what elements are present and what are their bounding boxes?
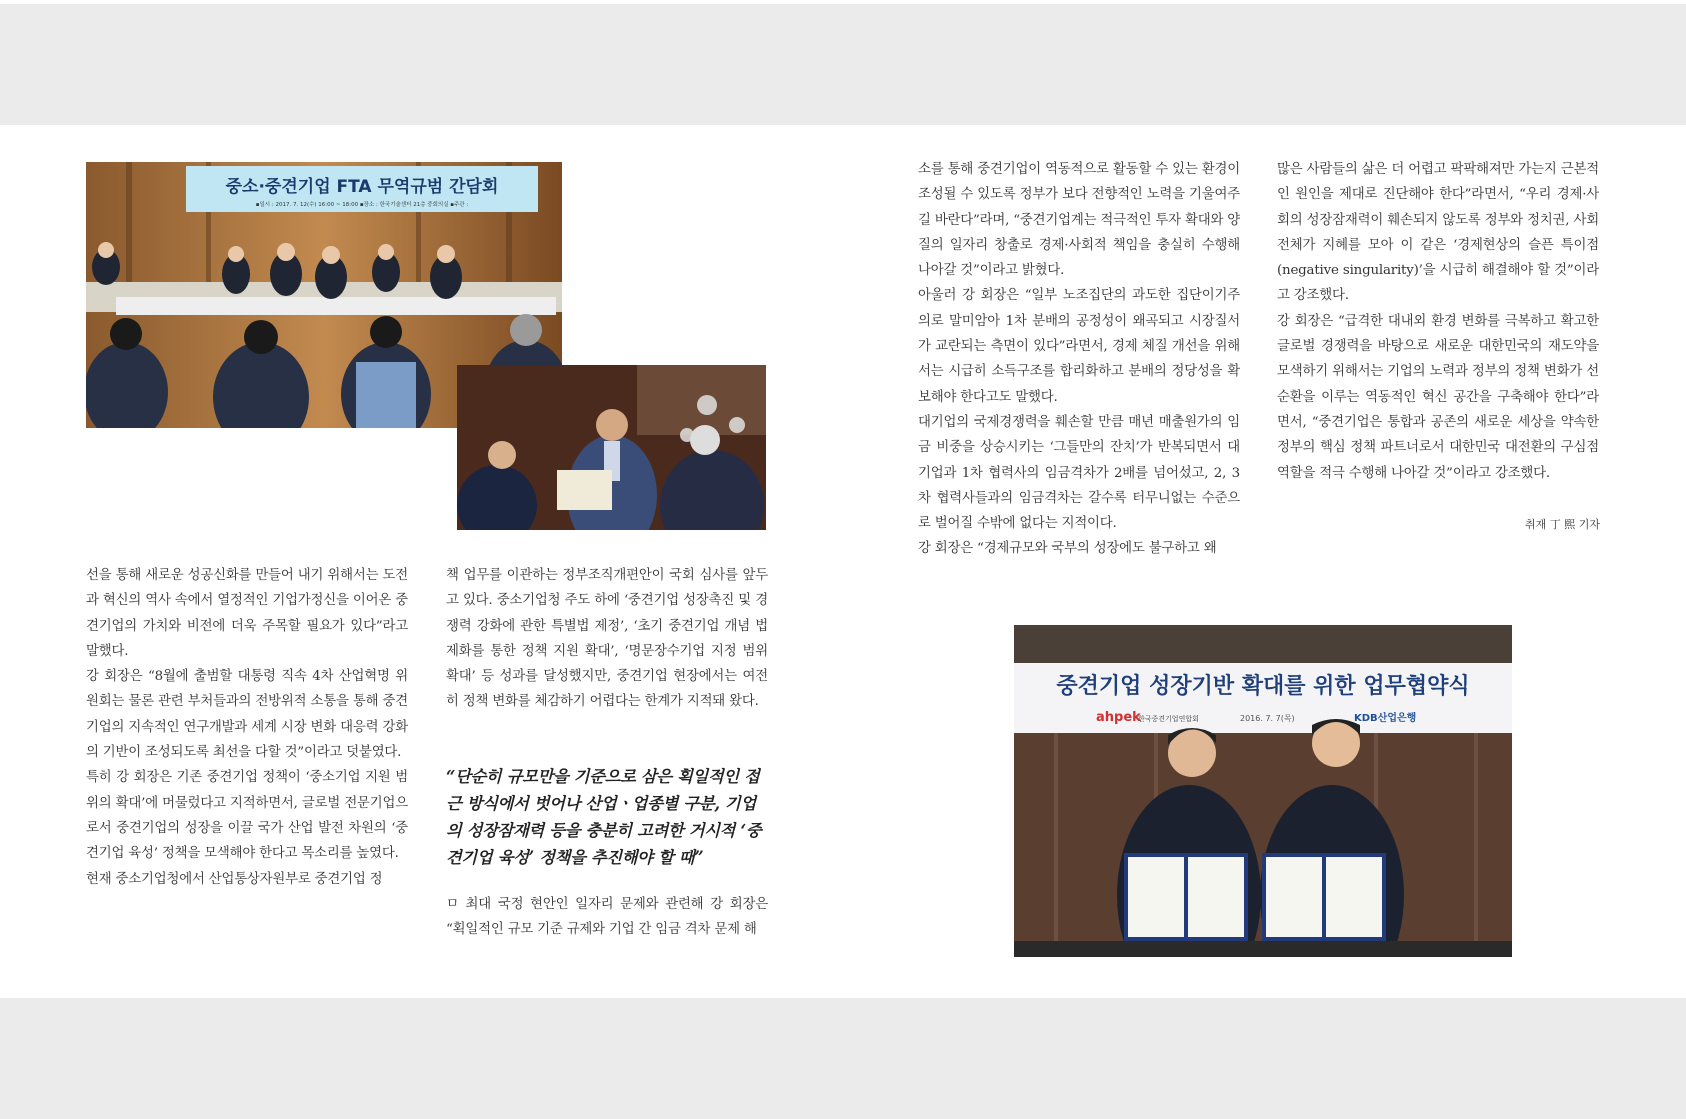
article-column-1 <box>86 563 408 892</box>
paragraph: 책 업무를 이관하는 정부조직개편안이 국회 심사를 앞두고 있다. 중소기업청 주도 하에 ‘중견기업 성장촉진 및 경쟁력 강화에 관한 특별법 제정’, ‘초기 중견기업 개념 법제화를 통한 정책 지원 확대’, ‘명문장수기업 지정 범위 확대’ 등 성과를 달성했지만, 중견기업 현장에서는 여전히 정책 변화를 체감하기 어렵다는 한계가 지적돼 왔다. <box>446 568 768 710</box>
paragraph: 많은 사람들의 삶은 더 어렵고 팍팍해져만 가는지 근본적인 원인을 제대로 진단해야 한다”라면서, “우리 경제·사회의 성장잠재력이 훼손되지 않도록 정부와 정치권, 사회 전체가 지혜를 모아 이 같은 ‘경제현상의 슬픈 특이점(negative singularity)’을 시급히 해결해야 할 것”이라고 강조했다. <box>1277 162 1599 304</box>
mou-signing-photo <box>1014 625 1512 957</box>
paragraph: 소를 통해 중견기업이 역동적으로 활동할 수 있는 환경이 조성될 수 있도록 정부가 보다 전향적인 노력을 기울여주길 바란다”라며, “중견기업계는 적극적인 투자 확대와 양질의 일자리 창출로 경제·사회적 책임을 충실히 수행해 나아갈 것”이라고 밝혔다. <box>918 162 1240 279</box>
article-column-2-continued <box>446 892 768 943</box>
bottom-gray-band <box>0 998 1686 1119</box>
paragraph: 아울러 강 회장은 “일부 노조집단의 과도한 집단이기주의로 말미암아 1차 분배의 공정성이 왜곡되고 시장질서가 교란되는 측면이 있다”라면서, 경제 체질 개선을 위해서는 시급히 소득구조를 합리화하고 분배의 정당성을 확보해야 한다고도 말했다. <box>918 288 1240 405</box>
top-gray-band <box>0 4 1686 125</box>
paragraph: 특히 강 회장은 기존 중견기업 정책이 ‘중소기업 지원 범위의 확대’에 머물렀다고 지적하면서, 글로벌 전문기업으로서 중견기업의 성장을 이끌 국가 산업 발전 차원의 ‘중견기업 육성’ 정책을 모색해야 한다고 목소리를 높였다. <box>86 770 408 862</box>
article-column-2 <box>446 563 768 715</box>
mou-date: 2016. 7. 7(목) <box>1240 714 1295 723</box>
paragraph: 대기업의 국제경쟁력을 훼손할 만큼 매년 매출원가의 임금 비중을 상승시키는 ‘그들만의 잔치’가 반복되면서 대기업과 1차 협력사의 임금격차가 2배를 넘어섰고, 2, 3차 협력사들과의 임금격차는 갈수록 터무니없는 수준으로 벌어질 수밖에 없다는 지적이다. <box>918 414 1240 532</box>
paragraph: 강 회장은 “급격한 대내외 환경 변화를 극복하고 확고한 글로벌 경쟁력을 바탕으로 새로운 대한민국의 재도약을 모색하기 위해서는 기업의 노력과 정부의 정책 변화가 선순환을 이루는 역동적인 혁신 공간을 구축해야 한다”라면서, “중견기업은 통합과 공존의 새로운 세상을 약속한 정부의 핵심 정책 파트너로서 대한민국 대전환의 구심점 역할을 적극 수행해 나아갈 것”이라고 강조했다. <box>1277 313 1599 481</box>
article-column-4 <box>1277 157 1599 486</box>
paragraph: 강 회장은 “8월에 출범할 대통령 직속 4차 산업혁명 위원회는 물론 관련 부처들과의 전방위적 소통을 통해 중견기업의 지속적인 연구개발과 세계 시장 변화 대응력 강화의 기반이 조성되도록 최선을 다할 것”이라고 덧붙였다. <box>86 669 408 761</box>
ahpek-logo: ahpek <box>1096 710 1141 725</box>
paragraph: 강 회장은 “경제규모와 국부의 성장에도 불구하고 왜 <box>918 541 1217 557</box>
reporter-byline: 취재 丁 熙 기자 <box>1525 518 1600 531</box>
paragraph: 현재 중소기업청에서 산업통상자원부로 중견기업 정 <box>86 871 383 887</box>
ahpek-logo-sub: 한국중견기업연합회 <box>1138 715 1199 723</box>
article-column-3 <box>918 157 1240 562</box>
pull-quote: “단순히 규모만을 기준으로 삼은 획일적인 접근 방식에서 벗어나 산업ㆍ업종별 구분, 기업의 성장잠재력 등을 충분히 고려한 거시적 ‘중견기업 육성’ 정책을 추진해야 할 때” <box>446 767 762 867</box>
mou-banner-title: 중견기업 성장기반 확대를 위한 업무협약식 <box>1056 674 1470 699</box>
paragraph: 선을 통해 새로운 성공신화를 만들어 내기 위해서는 도전과 혁신의 역사 속에서 열정적인 기업가정신을 이어온 중견기업의 가치와 비전에 더욱 주목할 필요가 있다”라고 말했다. <box>86 568 408 659</box>
fta-banner-title: 중소·중견기업 FTA 무역규범 간담회 <box>225 177 499 197</box>
paragraph: ㅁ 최대 국정 현안인 일자리 문제와 관련해 강 회장은 “획일적인 규모 기준 규제와 기업 간 임금 격차 문제 해 <box>446 897 768 938</box>
fta-banner-info: ▪일시 : 2017. 7. 12(수) 16:00 ~ 18:00 ▪장소 : 한국기술센터 21층 중회의실 ▪주관 : <box>255 202 469 208</box>
handshake-photo <box>457 365 766 530</box>
kdb-logo: KDB산업은행 <box>1354 713 1417 724</box>
